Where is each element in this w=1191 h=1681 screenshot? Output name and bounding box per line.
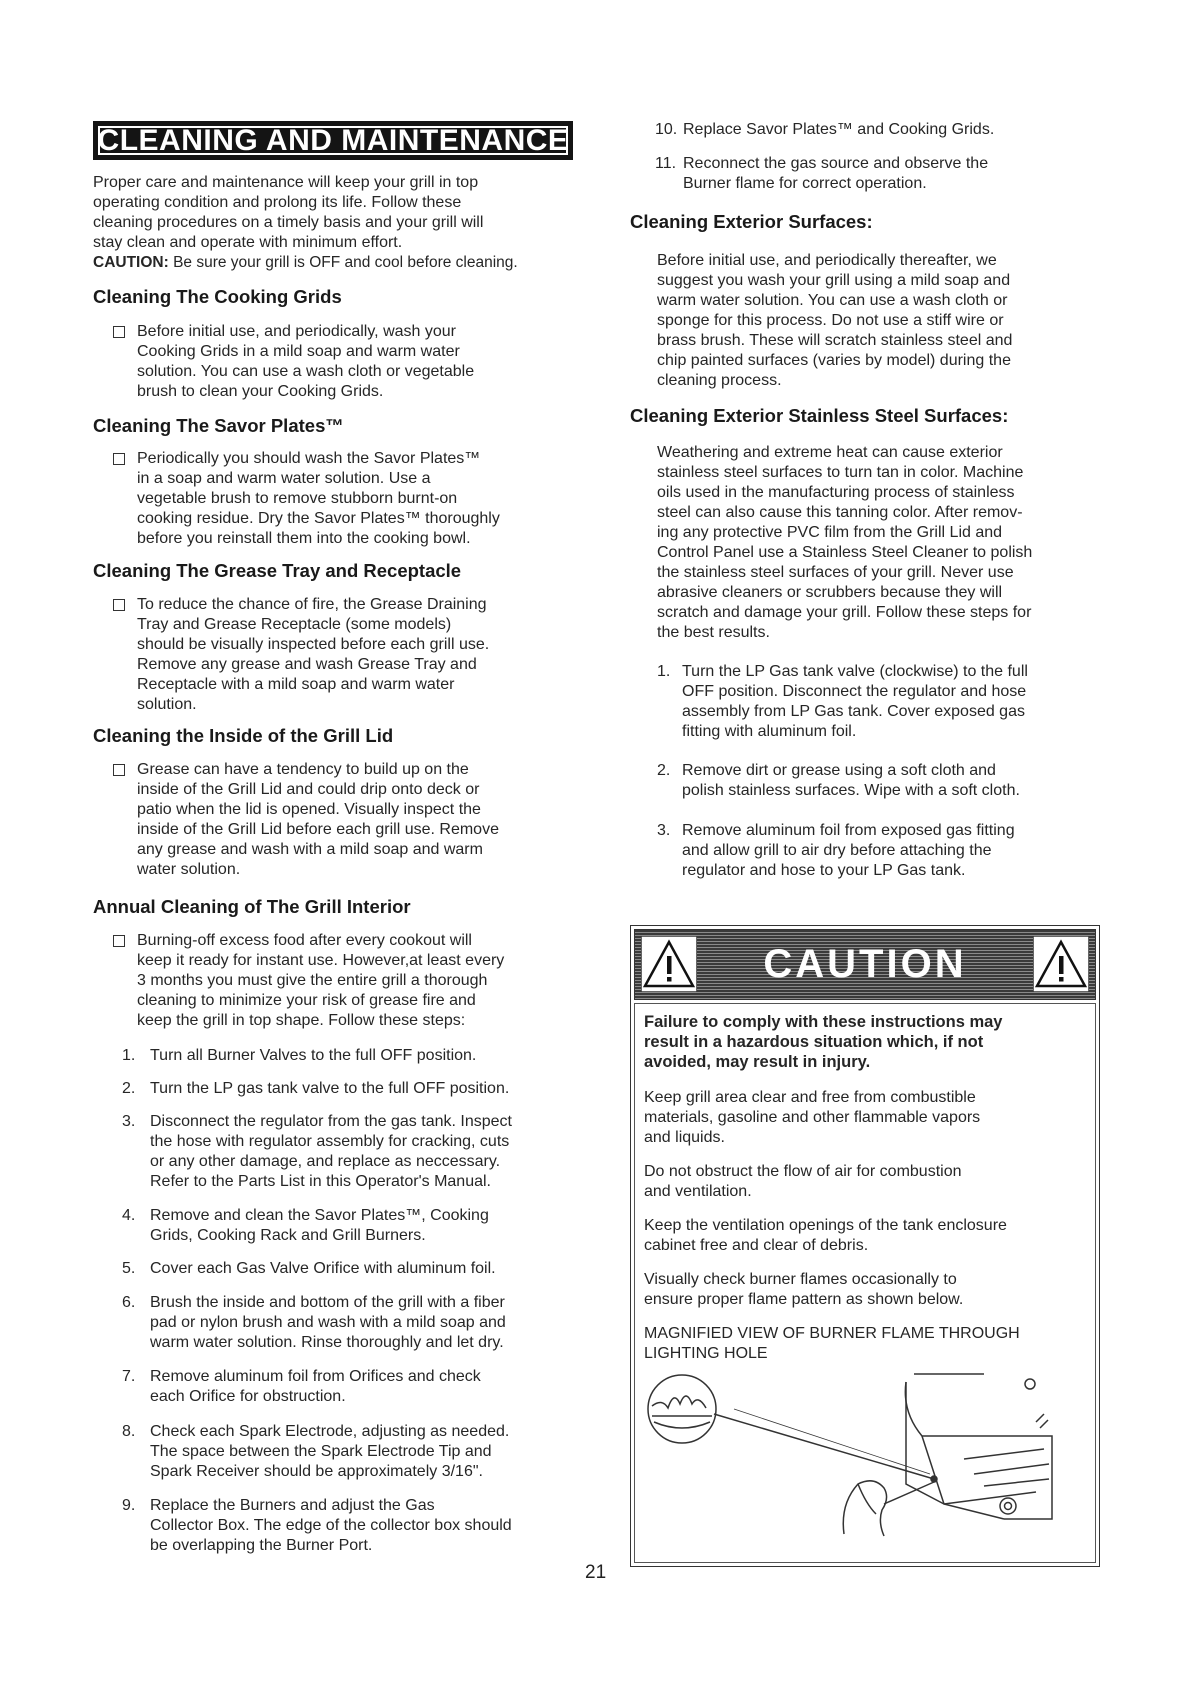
step-number: 10.	[655, 121, 678, 138]
caution-title: CAUTION	[763, 942, 967, 986]
grease-tray-item	[113, 595, 573, 715]
caution-paragraph	[644, 1324, 1084, 1364]
flame-icon	[652, 1396, 706, 1408]
item-line: cleaning to minimize your risk of grease fire and	[137, 992, 476, 1009]
paragraph-line: warm water solution. You can use a wash cloth or	[657, 292, 1008, 309]
item-line: inside of the Grill Lid and could drip onto deck or	[137, 781, 480, 798]
item-line: keep it ready for instant use. However,at least every	[137, 952, 505, 969]
item-line: in a soap and warm water solution. Use a	[137, 470, 431, 487]
step-line: Burner flame for correct operation.	[683, 175, 927, 192]
step-number: 1.	[657, 663, 671, 680]
caution-header	[634, 929, 1096, 1000]
item-line: Receptacle with a mild soap and warm water	[137, 676, 455, 693]
step-number: 3.	[657, 822, 671, 839]
annual-step	[122, 1367, 577, 1407]
exterior-paragraph	[657, 251, 1097, 391]
annual-step	[655, 120, 1095, 140]
item-line: To reduce the chance of fire, the Grease Draining	[137, 596, 487, 613]
paragraph-line: Control Panel use a Stainless Steel Cleaner to polish	[657, 544, 1033, 561]
intro-caution	[93, 253, 518, 273]
step-line: polish stainless surfaces. Wipe with a soft cloth.	[682, 782, 1020, 799]
checkbox-icon	[113, 935, 125, 947]
caution-line: ensure proper flame pattern as shown below.	[644, 1291, 964, 1308]
step-line: Collector Box. The edge of the collector box should	[150, 1517, 512, 1534]
caution-line: Visually check burner flames occasionally to	[644, 1271, 957, 1288]
annual-step	[122, 1112, 577, 1192]
step-line: Remove dirt or grease using a soft cloth and	[682, 762, 996, 779]
step-line: Reconnect the gas source and observe the	[683, 155, 989, 172]
step-number: 6.	[122, 1294, 136, 1311]
caution-line: cabinet free and clear of debris.	[644, 1237, 869, 1254]
warning-line: avoided, may result in injury.	[644, 1053, 871, 1071]
paragraph-line: sponge for this process. Do not use a stiff wire or	[657, 312, 1004, 329]
caution-line: and ventilation.	[644, 1183, 752, 1200]
item-line: Grease can have a tendency to build up on the	[137, 761, 469, 778]
magnified-flame-circle	[648, 1375, 716, 1443]
step-line: Remove aluminum foil from Orifices and check	[150, 1368, 481, 1385]
caution-paragraph	[644, 1216, 1084, 1256]
step-line: be overlapping the Burner Port.	[150, 1537, 373, 1554]
cooking-grids-item	[113, 322, 573, 402]
step-line: pad or nylon brush and wash with a mild soap and	[150, 1314, 506, 1331]
step-number: 3.	[122, 1113, 136, 1130]
item-line: vegetable brush to remove stubborn burnt-on	[137, 490, 458, 507]
intro-line: cleaning procedures on a timely basis and your grill will	[93, 214, 484, 231]
annual-step	[655, 154, 1095, 194]
step-line: Remove and clean the Savor Plates™, Cooking	[150, 1207, 489, 1224]
step-line: Grids, Cooking Rack and Grill Burners.	[150, 1227, 426, 1244]
step-number: 7.	[122, 1368, 136, 1385]
intro-line: Proper care and maintenance will keep your grill in top	[93, 174, 479, 191]
paragraph-line: the stainless steel surfaces of your grill. Never use	[657, 564, 1014, 581]
item-line: Tray and Grease Receptacle (some models)	[137, 616, 452, 633]
caution-line: and liquids.	[644, 1129, 725, 1146]
savor-plates-item	[113, 449, 573, 549]
step-number: 2.	[122, 1080, 136, 1097]
step-line: warm water solution. Rinse thoroughly and let dry.	[150, 1334, 504, 1351]
item-line: Burning-off excess food after every cookout will	[137, 932, 472, 949]
step-line: Brush the inside and bottom of the grill with a fiber	[150, 1294, 505, 1311]
item-line: any grease and wash with a mild soap and warm	[137, 841, 483, 858]
step-line: Check each Spark Electrode, adjusting as needed.	[150, 1423, 510, 1440]
annual-step	[122, 1293, 577, 1353]
paragraph-line: oils used in the manufacturing process of stainless	[657, 484, 1015, 501]
step-number: 9.	[122, 1497, 136, 1514]
annual-step	[122, 1079, 577, 1099]
item-line: patio when the lid is opened. Visually inspect the	[137, 801, 481, 818]
step-line: and allow grill to air dry before attaching the	[682, 842, 992, 859]
warning-line: Failure to comply with these instructions may	[644, 1013, 1003, 1031]
paragraph-line: Weathering and extreme heat can cause exterior	[657, 444, 1003, 461]
paragraph-line: abrasive cleaners or scrubbers because they will	[657, 584, 1003, 601]
annual-step	[122, 1046, 577, 1066]
step-line: Spark Receiver should be approximately 3/16".	[150, 1463, 483, 1480]
warning-triangle-icon	[1033, 936, 1089, 992]
paragraph-line: brass brush. These will scratch stainless steel and	[657, 332, 1013, 349]
item-line: Cooking Grids in a mild soap and warm water	[137, 343, 460, 360]
annual-cleaning-item	[113, 931, 573, 1031]
step-line: Turn the LP Gas tank valve (clockwise) to the full	[682, 663, 1028, 680]
heading-grease-tray: Cleaning The Grease Tray and Receptacle	[93, 560, 462, 581]
caution-paragraph	[644, 1270, 1084, 1310]
item-line: Before initial use, and periodically, wash your	[137, 323, 456, 340]
intro-caution-label: CAUTION:	[93, 254, 169, 271]
caution-line: Keep grill area clear and free from combustible	[644, 1089, 976, 1106]
section-title: CLEANING AND MAINTENANCE	[97, 123, 569, 157]
caution-line: MAGNIFIED VIEW OF BURNER FLAME THROUGH	[644, 1325, 1020, 1342]
caution-line: Keep the ventilation openings of the tank enclosure	[644, 1217, 1007, 1234]
step-line: Disconnect the regulator from the gas tank. Inspect	[150, 1113, 512, 1130]
caution-paragraph	[644, 1088, 1084, 1148]
warning-line: result in a hazardous situation which, if not	[644, 1033, 984, 1051]
item-line: keep the grill in top shape. Follow these steps:	[137, 1012, 466, 1029]
annual-step	[122, 1206, 577, 1246]
intro-line: operating condition and prolong its life. Follow these	[93, 194, 462, 211]
caution-line: LIGHTING HOLE	[644, 1345, 768, 1362]
intro-line: stay clean and operate with minimum effort.	[93, 234, 403, 251]
step-line: regulator and hose to your LP Gas tank.	[682, 862, 966, 879]
intro-caution-text: Be sure your grill is OFF and cool before cleaning.	[168, 254, 518, 271]
step-line: Remove aluminum foil from exposed gas fitting	[682, 822, 1015, 839]
step-line: fitting with aluminum foil.	[682, 723, 857, 740]
heading-stainless-surfaces: Cleaning Exterior Stainless Steel Surfaces:	[630, 405, 1009, 426]
item-line: brush to clean your Cooking Grids.	[137, 383, 384, 400]
paragraph-line: the best results.	[657, 624, 770, 641]
step-number: 11.	[655, 155, 677, 172]
step-line: Refer to the Parts List in this Operator's Manual.	[150, 1173, 491, 1190]
page-number: 21	[585, 1562, 607, 1583]
step-line: the hose with regulator assembly for cracking, cuts	[150, 1133, 510, 1150]
paragraph-line: steel can also cause this tanning color. After remov-	[657, 504, 1023, 521]
item-line: cooking residue. Dry the Savor Plates™ thoroughly	[137, 510, 500, 527]
paragraph-line: suggest you wash your grill using a mild soap and	[657, 272, 1011, 289]
paragraph-line: cleaning process.	[657, 372, 782, 389]
heading-annual-cleaning: Annual Cleaning of The Grill Interior	[93, 896, 411, 917]
step-line: or any other damage, and replace as neccessary.	[150, 1153, 501, 1170]
item-line: before you reinstall them into the cooking bowl.	[137, 530, 471, 547]
annual-step	[122, 1259, 577, 1279]
stainless-step	[657, 821, 1097, 881]
step-line: Replace Savor Plates™ and Cooking Grids.	[683, 121, 995, 138]
item-line: Periodically you should wash the Savor Plates™	[137, 450, 481, 467]
step-line: The space between the Spark Electrode Tip and	[150, 1443, 492, 1460]
step-line: Turn the LP gas tank valve to the full OFF position.	[150, 1080, 510, 1097]
step-line: each Orifice for obstruction.	[150, 1388, 346, 1405]
item-line: Remove any grease and wash Grease Tray and	[137, 656, 477, 673]
step-number: 4.	[122, 1207, 136, 1224]
checkbox-icon	[113, 764, 125, 776]
item-line: solution. You can use a wash cloth or vegetable	[137, 363, 475, 380]
item-line: inside of the Grill Lid before each grill use. Remove	[137, 821, 499, 838]
stainless-step	[657, 761, 1097, 801]
step-number: 1.	[122, 1047, 136, 1064]
step-number: 5.	[122, 1260, 136, 1277]
caution-line: materials, gasoline and other flammable vapors	[644, 1109, 981, 1126]
heading-grill-lid: Cleaning the Inside of the Grill Lid	[93, 725, 394, 746]
step-line: Cover each Gas Valve Orifice with aluminum foil.	[150, 1260, 496, 1277]
burner-flame-illustration	[644, 1364, 1084, 1554]
item-line: should be visually inspected before each grill use.	[137, 636, 490, 653]
heading-cooking-grids: Cleaning The Cooking Grids	[93, 286, 342, 307]
item-line: solution.	[137, 696, 197, 713]
paragraph-line: stainless steel surfaces to turn tan in color. Machine	[657, 464, 1024, 481]
step-number: 2.	[657, 762, 671, 779]
step-line: assembly from LP Gas tank. Cover exposed gas	[682, 703, 1025, 720]
step-line: OFF position. Disconnect the regulator and hose	[682, 683, 1027, 700]
step-line: Replace the Burners and adjust the Gas	[150, 1497, 435, 1514]
caution-warning	[644, 1012, 1084, 1072]
paragraph-line: ing any protective PVC film from the Grill Lid and	[657, 524, 1003, 541]
paragraph-line: Before initial use, and periodically thereafter, we	[657, 252, 997, 269]
annual-step	[122, 1496, 577, 1556]
stainless-step	[657, 662, 1097, 742]
item-line: water solution.	[137, 861, 241, 878]
caution-paragraph	[644, 1162, 1084, 1202]
checkbox-icon	[113, 599, 125, 611]
hand-icon	[843, 1481, 886, 1536]
item-line: 3 months you must give the entire grill a thorough	[137, 972, 488, 989]
stainless-paragraph	[657, 443, 1097, 643]
annual-step	[122, 1422, 577, 1482]
caution-line: Do not obstruct the flow of air for combustion	[644, 1163, 962, 1180]
checkbox-icon	[113, 453, 125, 465]
step-line: Turn all Burner Valves to the full OFF position.	[150, 1047, 477, 1064]
paragraph-line: scratch and damage your grill. Follow these steps for	[657, 604, 1032, 621]
step-number: 8.	[122, 1423, 136, 1440]
heading-savor-plates: Cleaning The Savor Plates™	[93, 415, 344, 436]
section-title-banner	[93, 121, 573, 160]
grill-lid-item	[113, 760, 573, 880]
heading-exterior-surfaces: Cleaning Exterior Surfaces:	[630, 211, 873, 232]
paragraph-line: chip painted surfaces (varies by model) during the	[657, 352, 1011, 369]
checkbox-icon	[113, 326, 125, 338]
